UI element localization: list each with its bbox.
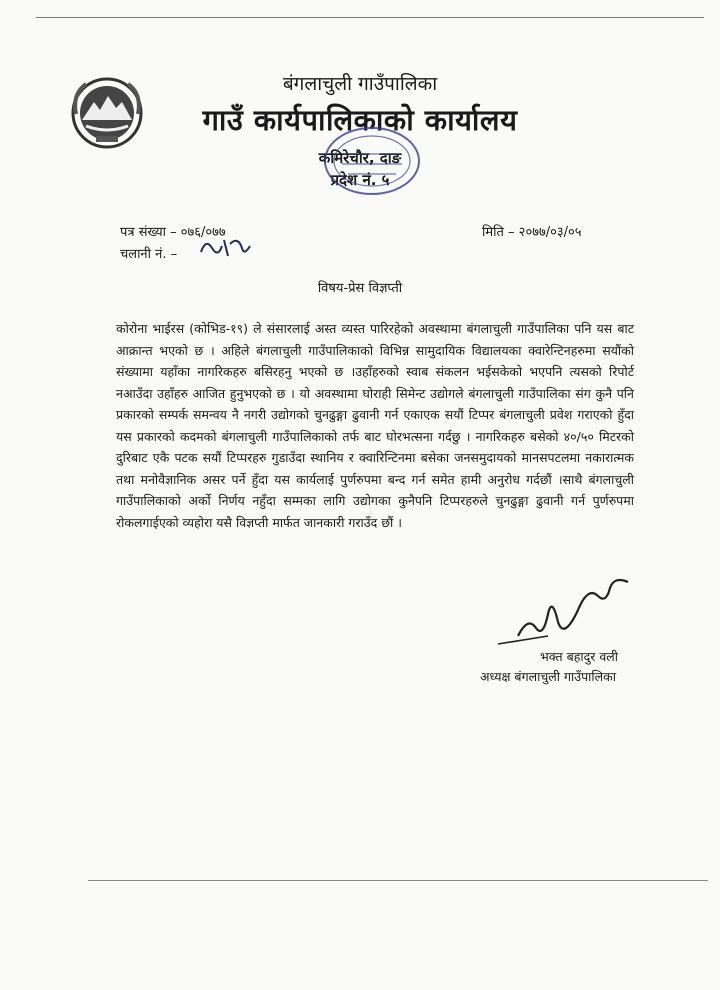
- signatory-name: भक्त बहादुर वली: [540, 649, 618, 664]
- signatory-title: अध्यक्ष बंगलाचुली गाउँपालिका: [480, 669, 616, 684]
- bottom-rule: [88, 880, 708, 881]
- signature: [488, 566, 648, 656]
- date-label: मिति – २०७७/०३/०५: [482, 225, 582, 240]
- office-title: गाउँ कार्यपालिकाको कार्यालय: [202, 103, 518, 137]
- top-rule: [36, 17, 704, 18]
- office-seal-stamp: [322, 124, 422, 198]
- nepal-emblem-icon: [68, 74, 146, 152]
- municipality-name: बंगलाचुली गाउँपालिका: [282, 73, 438, 95]
- province-label: प्रदेश नं. ५: [330, 171, 390, 189]
- reference-number: पत्र संख्या – ०७६/०७७: [120, 225, 226, 240]
- dispatch-number-handwritten: [198, 232, 254, 262]
- press-release-body: कोरोना भाईरस (कोभिड-१९) ले संसारलाई अस्त व्यस्त पारिरहेको अवस्थामा बंगलाचुली गाउँपालिका पनि यस बाट आक्रान्त भएको छ । अहिले बंगलाचुली गाउँपालिकाको विभिन्न सामुदायिक विद्यालयका क्वारेन्टिनहरुमा सयौंको संख्यामा यहाँका नागरिकहरु बसिरहनु भएको छ ।उहाँहरुको स्वाब संकलन भईसकेको भएपनि त्यसको रिपोर्ट नआउँदा उहाँहरु आजित हुनुभएको छ । यो अवस्थामा घोराही सिमेन्ट उद्योगले बंगलाचुली गाउँपालिका संग कुनै पनि प्रकारको सम्पर्क समन्वय नै नगरी उद्योगको चुनढुङ्गा ढुवानी गर्न एकाएक सयौं टिप्पर बंगलाचुली प्रवेश गराएको हुँदा यस प्रकारको कदमको बंगलाचुली गाउँपालिकाको तर्फ बाट घोरभत्सना गर्दछु । नागरिकहरु बसेको ४०/५० मिटरको दुरिबाट एकै पटक सयौं टिप्परहरु गुडाउँदा स्थानिय र क्वारिन्टिनमा बसेका जनसमुदायको मानसपटलमा नकारात्मक तथा मनोवैज्ञानिक असर पर्ने हुँदा यस कार्यलाई पुर्णरुपमा बन्द गर्न समेत हामी अनुरोध गर्दछौं ।साथै बंगलाचुली गाउँपालिकाको अर्को निर्णय नहुँदा सम्मका लागि उद्योगका कुनैपनि टिप्परहरुले चुनढुङ्गा ढुवानी गर्न पुर्णरुपमा रोकलगाईएको व्यहोरा यसै विज्ञप्ती मार्फत जानकारी गराउँद छौं ।: [116, 321, 634, 530]
- subject-line: विषय-प्रेस विज्ञप्ती: [317, 281, 403, 296]
- office-address: कमिरेचौर, दाङ: [318, 149, 402, 167]
- dispatch-label: चलानी नं. –: [120, 247, 178, 262]
